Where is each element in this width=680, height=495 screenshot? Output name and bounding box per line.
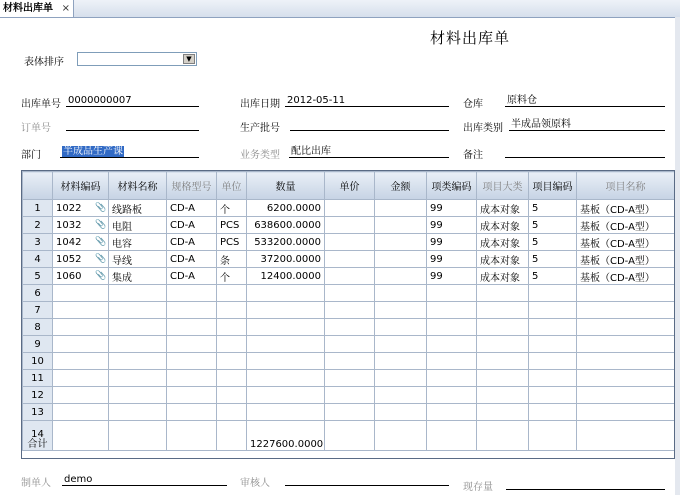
col-header[interactable]: 单位 <box>217 172 247 200</box>
empty-cell[interactable] <box>477 336 529 353</box>
row-number-14: 14 <box>31 429 44 440</box>
cell-price[interactable] <box>325 268 375 285</box>
cell-pcode[interactable]: 5 <box>529 234 577 251</box>
col-header[interactable]: 项目名称 <box>577 172 675 200</box>
out-type-label: 出库类别 <box>463 123 503 134</box>
total-label: 合计 <box>27 439 48 450</box>
cell-qty[interactable]: 37200.0000 <box>247 251 325 268</box>
empty-cell[interactable] <box>53 387 109 404</box>
remark-field[interactable] <box>505 145 665 158</box>
cell-name[interactable]: 电阻 <box>109 217 167 234</box>
empty-cell[interactable] <box>325 302 375 319</box>
empty-cell <box>53 421 109 451</box>
empty-cell[interactable] <box>577 370 675 387</box>
cell-cat[interactable]: 成本对象 <box>477 217 529 234</box>
remark-label: 备注 <box>463 150 483 161</box>
stock-field <box>506 477 665 490</box>
empty-cell[interactable] <box>109 353 167 370</box>
empty-cell[interactable] <box>375 302 427 319</box>
empty-cell[interactable] <box>577 336 675 353</box>
empty-cell[interactable] <box>217 387 247 404</box>
chevron-down-icon[interactable]: ▼ <box>183 54 195 64</box>
warehouse-label: 仓库 <box>463 99 483 110</box>
row-number: 9 <box>23 336 53 353</box>
biz-type-label: 业务类型 <box>240 150 280 161</box>
empty-cell[interactable] <box>375 404 427 421</box>
empty-cell[interactable] <box>247 336 325 353</box>
empty-cell[interactable] <box>325 285 375 302</box>
row-number: 8 <box>23 319 53 336</box>
dept-label: 部门 <box>21 150 41 161</box>
cell-pname[interactable]: 基板（CD-A型） <box>577 234 675 251</box>
cell-name[interactable]: 线路板 <box>109 200 167 217</box>
form-title: 材料出库单 <box>430 29 511 47</box>
empty-cell[interactable] <box>427 336 477 353</box>
cell-cat[interactable]: 成本对象 <box>477 234 529 251</box>
col-header[interactable]: 项类编码 <box>427 172 477 200</box>
total-row <box>23 421 675 451</box>
table-row[interactable] <box>23 217 675 234</box>
empty-cell[interactable] <box>247 302 325 319</box>
empty-cell[interactable] <box>529 336 577 353</box>
cell-pname[interactable]: 基板（CD-A型） <box>577 251 675 268</box>
empty-cell[interactable] <box>247 319 325 336</box>
empty-cell[interactable] <box>53 319 109 336</box>
row-number: 12 <box>23 387 53 404</box>
cell-cls[interactable]: 99 <box>427 234 477 251</box>
empty-cell[interactable] <box>427 370 477 387</box>
sort-select[interactable] <box>77 52 197 66</box>
empty-cell[interactable] <box>477 319 529 336</box>
cell-material-code[interactable] <box>53 234 109 251</box>
empty-cell[interactable] <box>577 404 675 421</box>
empty-cell[interactable] <box>427 353 477 370</box>
cell-material-code[interactable] <box>53 268 109 285</box>
empty-cell <box>109 421 167 451</box>
empty-cell[interactable] <box>529 319 577 336</box>
cell-spec[interactable]: CD-A <box>167 200 217 217</box>
empty-cell[interactable] <box>109 336 167 353</box>
empty-cell <box>375 421 427 451</box>
maker-label: 制单人 <box>21 478 51 489</box>
biz-type-field[interactable]: 配比出库 <box>289 145 449 158</box>
cell-name[interactable]: 电容 <box>109 234 167 251</box>
empty-cell[interactable] <box>247 353 325 370</box>
empty-cell[interactable] <box>217 353 247 370</box>
col-header[interactable]: 数量 <box>247 172 325 200</box>
empty-cell[interactable] <box>477 387 529 404</box>
code-text: 1022 <box>56 202 82 214</box>
empty-cell[interactable] <box>375 285 427 302</box>
empty-cell[interactable] <box>53 404 109 421</box>
col-header[interactable]: 项目编码 <box>529 172 577 200</box>
empty-cell[interactable] <box>577 302 675 319</box>
empty-cell[interactable] <box>217 404 247 421</box>
cell-amount[interactable] <box>375 200 427 217</box>
empty-cell[interactable] <box>577 319 675 336</box>
empty-cell[interactable] <box>167 353 217 370</box>
cell-n: 2 <box>23 217 53 234</box>
cell-unit[interactable]: 条 <box>217 251 247 268</box>
tab-material-out[interactable] <box>0 0 74 17</box>
empty-cell[interactable] <box>477 370 529 387</box>
sort-label: 表体排序 <box>24 57 64 68</box>
empty-cell[interactable] <box>427 387 477 404</box>
cell-unit[interactable]: 个 <box>217 200 247 217</box>
row-number: 6 <box>23 285 53 302</box>
cell-qty[interactable]: 12400.0000 <box>247 268 325 285</box>
cell-pname[interactable]: 基板（CD-A型） <box>577 268 675 285</box>
cell-price[interactable] <box>325 234 375 251</box>
empty-cell[interactable] <box>529 285 577 302</box>
row-number <box>23 421 53 451</box>
col-header[interactable]: 材料编码 <box>53 172 109 200</box>
empty-cell[interactable] <box>375 336 427 353</box>
out-no-label: 出库单号 <box>21 99 61 110</box>
cell-pcode[interactable]: 5 <box>529 251 577 268</box>
cell-unit[interactable]: PCS <box>217 217 247 234</box>
close-icon[interactable]: × <box>61 3 70 14</box>
cell-name[interactable]: 集成 <box>109 268 167 285</box>
cell-unit[interactable]: PCS <box>217 234 247 251</box>
empty-cell[interactable] <box>577 353 675 370</box>
paperclip-icon[interactable]: 📎 <box>95 270 107 281</box>
code-text: 1042 <box>56 236 82 248</box>
out-type-field[interactable]: 半成品领原料 <box>509 118 665 131</box>
table-row[interactable] <box>23 268 675 285</box>
table-row[interactable] <box>23 319 675 336</box>
empty-cell[interactable] <box>53 370 109 387</box>
tab-strip <box>0 0 680 18</box>
table-row[interactable] <box>23 251 675 268</box>
empty-cell[interactable] <box>325 370 375 387</box>
col-header[interactable]: 规格型号 <box>167 172 217 200</box>
cell-pname[interactable]: 基板（CD-A型） <box>577 217 675 234</box>
cell-spec[interactable]: CD-A <box>167 217 217 234</box>
cell-amount[interactable] <box>375 251 427 268</box>
empty-cell <box>167 421 217 451</box>
empty-cell[interactable] <box>477 285 529 302</box>
empty-cell <box>577 421 675 451</box>
cell-price[interactable] <box>325 251 375 268</box>
cell-cls[interactable]: 99 <box>427 268 477 285</box>
empty-cell[interactable] <box>325 336 375 353</box>
cell-unit[interactable]: 个 <box>217 268 247 285</box>
empty-cell[interactable] <box>325 387 375 404</box>
empty-cell[interactable] <box>53 336 109 353</box>
cell-pname[interactable]: 基板（CD-A型） <box>577 200 675 217</box>
empty-cell[interactable] <box>529 353 577 370</box>
dept-field[interactable] <box>60 145 199 158</box>
empty-cell[interactable] <box>247 404 325 421</box>
batch-no-label: 生产批号 <box>240 123 280 134</box>
empty-cell[interactable] <box>375 387 427 404</box>
empty-cell[interactable] <box>427 302 477 319</box>
cell-qty[interactable]: 533200.0000 <box>247 234 325 251</box>
cell-price[interactable] <box>325 217 375 234</box>
empty-cell[interactable] <box>529 302 577 319</box>
auditor-field <box>285 473 449 486</box>
empty-cell[interactable] <box>167 336 217 353</box>
empty-cell <box>325 421 375 451</box>
cell-price[interactable] <box>325 200 375 217</box>
scrollbar[interactable] <box>675 17 680 495</box>
empty-cell[interactable] <box>217 370 247 387</box>
empty-cell[interactable] <box>577 285 675 302</box>
empty-cell[interactable] <box>477 353 529 370</box>
empty-cell[interactable] <box>109 404 167 421</box>
cell-pcode[interactable]: 5 <box>529 268 577 285</box>
table-row[interactable] <box>23 285 675 302</box>
table-row[interactable] <box>23 336 675 353</box>
empty-cell[interactable] <box>167 302 217 319</box>
empty-cell[interactable] <box>247 387 325 404</box>
stock-label: 现存量 <box>463 482 493 493</box>
cell-cat[interactable]: 成本对象 <box>477 268 529 285</box>
cell-material-code[interactable] <box>53 251 109 268</box>
row-number: 13 <box>23 404 53 421</box>
empty-cell[interactable] <box>477 302 529 319</box>
cell-n: 1 <box>23 200 53 217</box>
row-number: 10 <box>23 353 53 370</box>
paperclip-icon[interactable]: 📎 <box>95 236 107 247</box>
detail-grid[interactable] <box>21 170 675 459</box>
cell-spec[interactable]: CD-A <box>167 268 217 285</box>
auditor-label: 审核人 <box>240 478 270 489</box>
batch-no-field[interactable] <box>290 118 449 131</box>
table-row[interactable] <box>23 200 675 217</box>
paperclip-icon[interactable]: 📎 <box>95 202 107 213</box>
cell-material-code[interactable] <box>53 200 109 217</box>
empty-cell[interactable] <box>109 285 167 302</box>
empty-cell[interactable] <box>53 353 109 370</box>
empty-cell[interactable] <box>109 387 167 404</box>
empty-cell[interactable] <box>217 336 247 353</box>
empty-cell[interactable] <box>529 404 577 421</box>
col-header[interactable]: 项目大类 <box>477 172 529 200</box>
cell-amount[interactable] <box>375 268 427 285</box>
empty-cell[interactable] <box>217 302 247 319</box>
table-row[interactable] <box>23 302 675 319</box>
empty-cell[interactable] <box>325 353 375 370</box>
empty-cell[interactable] <box>167 387 217 404</box>
code-text: 1060 <box>56 270 82 282</box>
cell-cat[interactable]: 成本对象 <box>477 251 529 268</box>
empty-cell[interactable] <box>167 319 217 336</box>
total-qty: 1227600.0000 <box>247 421 325 451</box>
empty-cell[interactable] <box>109 302 167 319</box>
empty-cell[interactable] <box>109 370 167 387</box>
empty-cell[interactable] <box>247 370 325 387</box>
cell-n: 5 <box>23 268 53 285</box>
out-no-field[interactable]: 0000000007 <box>66 94 199 107</box>
cell-cls[interactable]: 99 <box>427 217 477 234</box>
empty-cell[interactable] <box>325 404 375 421</box>
cell-material-code[interactable] <box>53 217 109 234</box>
maker-field: demo <box>62 473 227 486</box>
col-header[interactable]: 单价 <box>325 172 375 200</box>
cell-amount[interactable] <box>375 234 427 251</box>
empty-cell <box>477 421 529 451</box>
empty-cell <box>217 421 247 451</box>
cell-n: 3 <box>23 234 53 251</box>
empty-cell[interactable] <box>247 285 325 302</box>
cell-pcode[interactable]: 5 <box>529 200 577 217</box>
warehouse-field[interactable]: 原料仓 <box>505 94 665 107</box>
cell-qty[interactable]: 638600.0000 <box>247 217 325 234</box>
empty-cell[interactable] <box>577 387 675 404</box>
table-row[interactable] <box>23 353 675 370</box>
grid-corner <box>23 172 53 200</box>
empty-cell[interactable] <box>325 319 375 336</box>
empty-cell <box>427 421 477 451</box>
dept-value: 半成品生产课 <box>63 146 123 157</box>
empty-cell[interactable] <box>167 285 217 302</box>
empty-cell[interactable] <box>427 319 477 336</box>
paperclip-icon[interactable]: 📎 <box>95 253 107 264</box>
order-no-field[interactable] <box>66 118 199 131</box>
empty-cell[interactable] <box>109 319 167 336</box>
empty-cell[interactable] <box>529 387 577 404</box>
empty-cell[interactable] <box>477 404 529 421</box>
cell-spec[interactable]: CD-A <box>167 251 217 268</box>
empty-cell[interactable] <box>529 370 577 387</box>
empty-cell[interactable] <box>53 285 109 302</box>
cell-qty[interactable]: 6200.0000 <box>247 200 325 217</box>
empty-cell[interactable] <box>167 370 217 387</box>
table-row[interactable] <box>23 234 675 251</box>
cell-cls[interactable]: 99 <box>427 251 477 268</box>
empty-cell[interactable] <box>217 319 247 336</box>
col-header[interactable]: 金额 <box>375 172 427 200</box>
paperclip-icon[interactable]: 📎 <box>95 219 107 230</box>
cell-pcode[interactable]: 5 <box>529 217 577 234</box>
table-row[interactable] <box>23 387 675 404</box>
empty-cell[interactable] <box>53 302 109 319</box>
cell-amount[interactable] <box>375 217 427 234</box>
empty-cell[interactable] <box>167 404 217 421</box>
cell-cls[interactable]: 99 <box>427 200 477 217</box>
empty-cell <box>529 421 577 451</box>
empty-cell[interactable] <box>375 353 427 370</box>
empty-cell[interactable] <box>427 285 477 302</box>
col-header[interactable]: 材料名称 <box>109 172 167 200</box>
cell-spec[interactable]: CD-A <box>167 234 217 251</box>
order-no-label: 订单号 <box>21 123 51 134</box>
out-date-label: 出库日期 <box>240 99 280 110</box>
cell-cat[interactable]: 成本对象 <box>477 200 529 217</box>
tab-label: 材料出库单 <box>3 3 53 14</box>
empty-cell[interactable] <box>427 404 477 421</box>
code-text: 1032 <box>56 219 82 231</box>
cell-name[interactable]: 导线 <box>109 251 167 268</box>
table-row[interactable] <box>23 370 675 387</box>
empty-cell[interactable] <box>217 285 247 302</box>
row-number: 11 <box>23 370 53 387</box>
row-number: 7 <box>23 302 53 319</box>
empty-cell[interactable] <box>375 319 427 336</box>
table-row[interactable] <box>23 404 675 421</box>
code-text: 1052 <box>56 253 82 265</box>
empty-cell[interactable] <box>375 370 427 387</box>
cell-n: 4 <box>23 251 53 268</box>
out-date-field[interactable]: 2012-05-11 <box>285 94 449 107</box>
